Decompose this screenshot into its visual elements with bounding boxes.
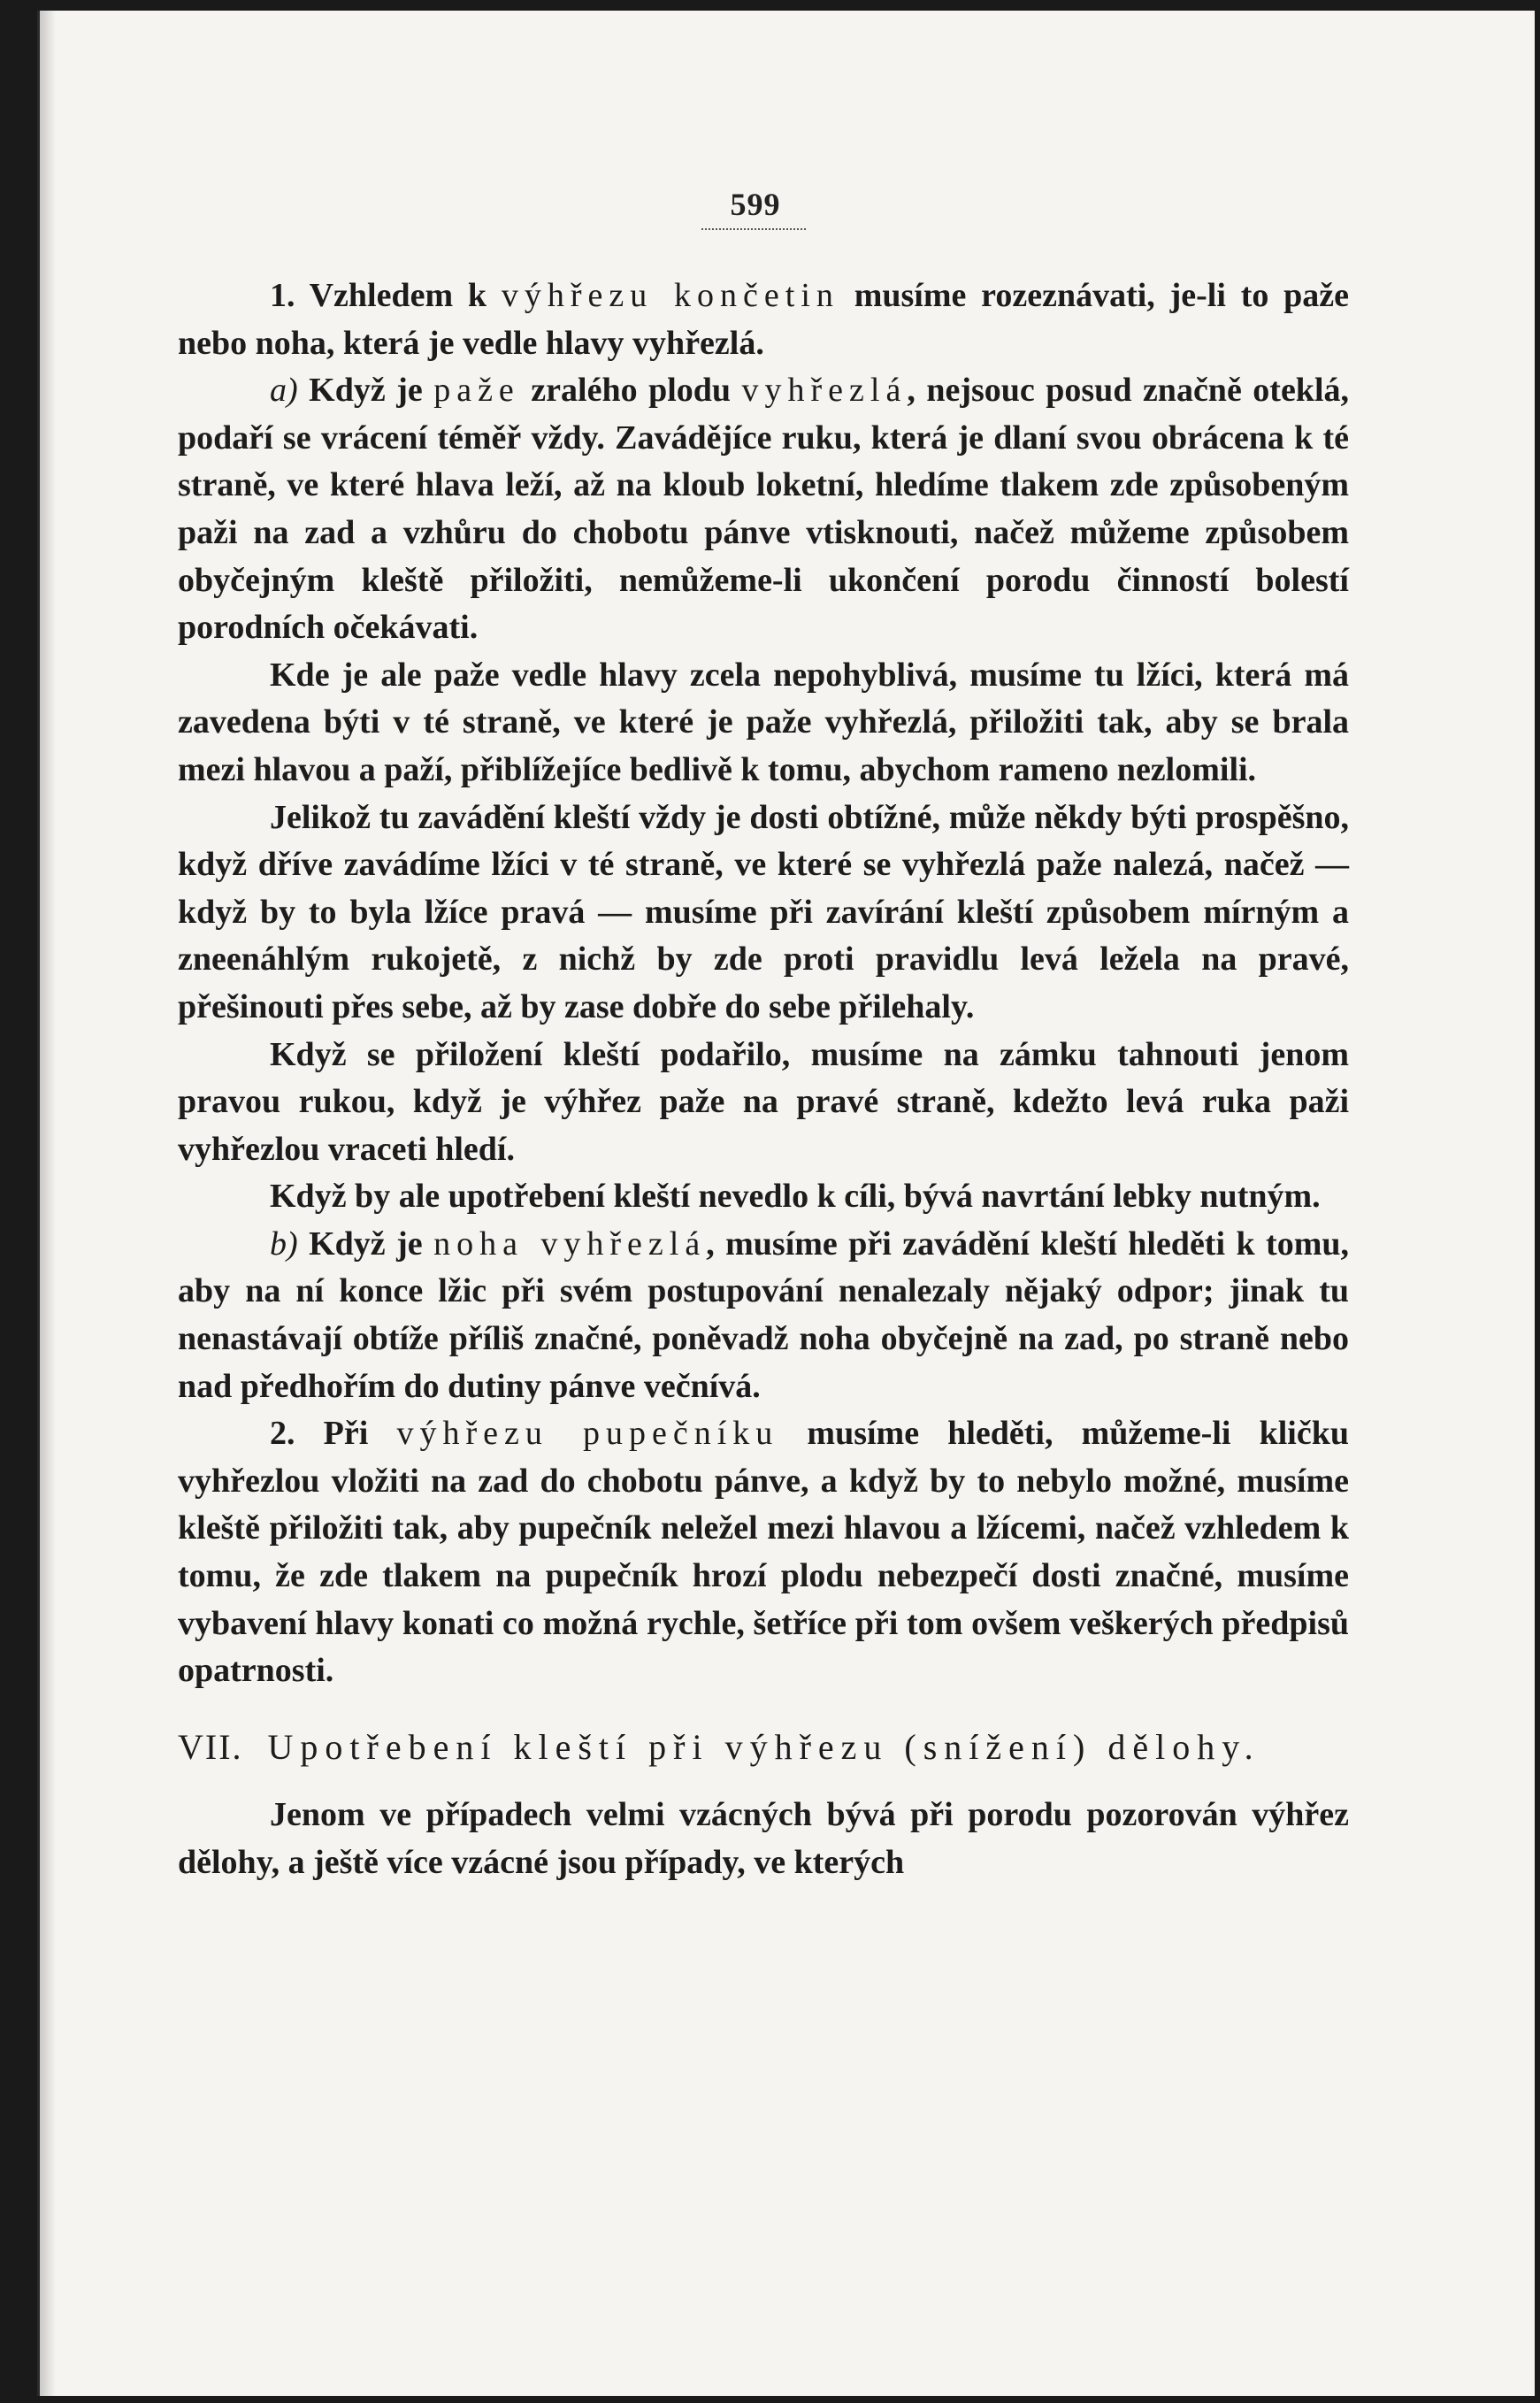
paragraph bbox=[178, 1221, 1349, 1410]
text-run: Kde je ale paže vedle hlavy zcela nepohyblivá, musíme tu lžíci, která má zavedena býti v té straně, ve které je paže vyhřezlá, přiložiti tak, aby se brala mezi hlavou a paží, přiblížejíce bedlivě k tomu, abychom rameno nezlomili. bbox=[178, 656, 1349, 788]
paragraph bbox=[178, 1032, 1349, 1174]
text-run: 1. Vzhledem k bbox=[270, 277, 502, 314]
text-run: Když je bbox=[297, 1225, 434, 1263]
gutter-shadow bbox=[40, 11, 56, 2396]
item-letter: b) bbox=[270, 1225, 298, 1263]
book-page bbox=[37, 11, 1535, 2396]
paragraph bbox=[178, 367, 1349, 652]
section-title: Upotřebení kleští při výhřezu (snížení) dělohy. bbox=[267, 1726, 1260, 1767]
text-run: Když je bbox=[297, 372, 434, 410]
text-run: 2. Při bbox=[270, 1415, 397, 1453]
spaced-emphasis: výhřezu končetin bbox=[501, 277, 839, 314]
paragraph bbox=[178, 652, 1349, 795]
page-number-rule bbox=[701, 228, 806, 230]
text-run: Když by ale upotřebení kleští nevedlo k cíli, bývá navrtání lebky nutným. bbox=[270, 1178, 1321, 1216]
text-run: Jenom ve případech velmi vzácných bývá při porodu pozorován výhřez dělohy, a ještě více vzácné jsou případy, ve kterých bbox=[178, 1796, 1349, 1881]
text-run: , nejsouc posud značně oteklá, podaří se vrácení téměř vždy. Zavádějíce ruku, která je dlaní svou obrácena k té straně, ve které hlava leží, až na kloub loketní, hledíme tlakem zde způsobeným paži na zad a vzhůru do chobotu pánve vtisknouti, načež můžeme způsobem obyčejným kleště přiložiti, nemůžeme-li ukončení porodu činností bolestí porodních očekávati. bbox=[178, 372, 1350, 647]
item-letter: a) bbox=[270, 372, 298, 410]
text-run: Když se přiložení kleští podařilo, musíme na zámku tahnouti jenom pravou rukou, když je výhřez paže na pravé straně, kdežto levá ruka paži vyhřezlou vraceti hledí. bbox=[178, 1035, 1349, 1168]
section-number: VII. bbox=[178, 1726, 243, 1767]
paragraph-list bbox=[178, 273, 1349, 1695]
paragraph bbox=[178, 273, 1349, 367]
paragraph bbox=[178, 1173, 1349, 1221]
body-text bbox=[178, 273, 1349, 1887]
paragraph bbox=[178, 795, 1349, 1032]
section-heading bbox=[178, 1724, 1349, 1771]
spaced-emphasis: noha vyhřezlá bbox=[433, 1225, 707, 1263]
closing-paragraph-container bbox=[178, 1792, 1349, 1886]
paragraph bbox=[178, 1792, 1349, 1886]
text-run: Jelikož tu zavádění kleští vždy je dosti obtížné, může někdy býti prospěšno, když dříve zavádíme lžíci v té straně, ve které se vyhřezlá paže nalezá, načež — když by to byla lžíce pravá — musíme při zavírání kleští způsobem mírným a zneenáhlým rukojetě, z nichž by zde proti pravidlu levá ležela na pravé, přešinouti přes sebe, až by zase dobře do sebe přilehaly. bbox=[178, 798, 1349, 1025]
text-run: musíme hleděti, můžeme-li kličku vyhřezlou vložiti na zad do chobotu pánve, a když by to nebylo možné, musíme kleště přiložiti tak, aby pupečník neležel mezi hlavou a lžícemi, načež vzhledem k tomu, že zde tlakem na pupečník hrozí plodu nebezpečí dosti značné, musíme vybavení hlavy konati co možná rychle, šetříce při tom ovšem veškerých předpisů opatrnosti. bbox=[178, 1415, 1349, 1690]
spaced-emphasis: vyhřezlá bbox=[741, 372, 908, 410]
spaced-emphasis: výhřezu pupečníku bbox=[396, 1415, 779, 1453]
page-number: 599 bbox=[730, 187, 781, 222]
text-run: musíme rozeznávati, je-li to paže nebo noha, která je vedle hlavy vyhřezlá. bbox=[178, 277, 1350, 362]
text-run: , musíme při zavádění kleští hleděti k tomu, aby na ní konce lžic při svém postupování nenalezaly nějaký odpor; jinak tu nenastávají obtíže příliš značné, poněvadž noha obyčejně na zad, po straně nebo nad předhořím do dutiny pánve večnívá. bbox=[178, 1225, 1349, 1405]
paragraph bbox=[178, 1410, 1349, 1695]
text-run: zralého plodu bbox=[519, 372, 742, 410]
spaced-emphasis: paže bbox=[433, 372, 520, 410]
